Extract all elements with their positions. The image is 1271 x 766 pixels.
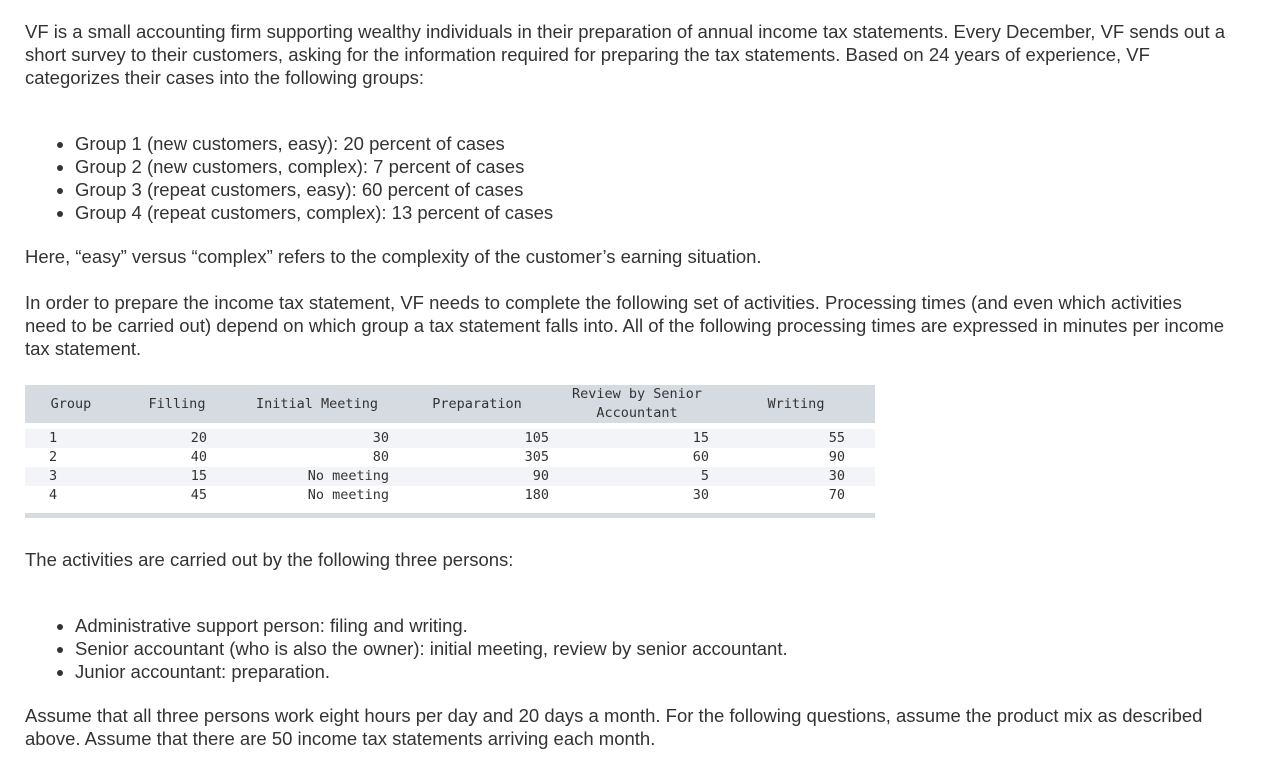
cell-group: 1 <box>49 430 58 446</box>
cell-initial-meeting: No meeting <box>307 487 389 503</box>
table-header-row <box>25 385 875 423</box>
list-item: • Group 1 (new customers, easy): 20 percent of cases <box>75 132 1225 155</box>
cell-initial-meeting: 30 <box>372 430 389 446</box>
cell-review: 15 <box>692 430 709 446</box>
assumptions-paragraph: Assume that all three persons work eight hours per day and 20 days a month. For the following questions, assume the product mix as described above. Assume that there are 50 income tax statements arriving each month. <box>25 705 1203 749</box>
processing-times-table-wrapper <box>25 385 875 518</box>
table-row <box>25 486 875 505</box>
cell-group: 2 <box>49 449 58 465</box>
header-group: Group <box>50 395 92 412</box>
header-review: Review by Senior Accountant <box>571 386 703 421</box>
persons-list <box>25 614 1225 683</box>
cell-writing: 30 <box>828 468 845 484</box>
cell-writing: 55 <box>828 430 845 446</box>
header-initial-meeting: Initial Meeting <box>256 395 378 412</box>
easy-complex-note: Here, “easy” versus “complex” refers to the complexity of the customer’s earning situation. <box>25 246 762 267</box>
cell-group: 4 <box>49 487 58 503</box>
cell-filling: 45 <box>190 487 207 503</box>
problem-text <box>25 20 1225 750</box>
header-writing: Writing <box>767 395 825 412</box>
cell-review: 30 <box>692 487 709 503</box>
table-row <box>25 448 875 467</box>
cell-filling: 40 <box>190 449 207 465</box>
cell-review: 60 <box>692 449 709 465</box>
cell-initial-meeting: No meeting <box>307 468 389 484</box>
cell-writing: 90 <box>828 449 845 465</box>
list-item: • Group 3 (repeat customers, easy): 60 percent of cases <box>75 178 1225 201</box>
header-preparation: Preparation <box>432 395 522 412</box>
activities-paragraph: In order to prepare the income tax statement, VF needs to complete the following set of activities. Processing times (and even which activities need to be carried out) depend on which group a tax statement falls into. All of the following processing times are expressed in minutes per income tax statement. <box>25 292 1225 359</box>
processing-times-table <box>25 385 875 505</box>
cell-filling: 20 <box>190 430 207 446</box>
cell-filling: 15 <box>190 468 207 484</box>
intro-paragraph: VF is a small accounting firm supporting wealthy individuals in their preparation of annual income tax statements. Every December, VF sends out a short survey to their customers, asking for the information required for preparing the tax statements. Based on 24 years of experience, VF categorizes their cases into the following groups: <box>25 21 1226 88</box>
cell-review: 5 <box>700 468 709 484</box>
list-item: • Group 4 (repeat customers, complex): 13 percent of cases <box>75 201 1225 224</box>
list-item: • Administrative support person: filing and writing. <box>75 614 1225 637</box>
cell-preparation: 305 <box>524 449 549 465</box>
groups-list <box>25 132 1225 224</box>
persons-intro-paragraph: The activities are carried out by the following three persons: <box>25 549 514 570</box>
cell-preparation: 105 <box>524 430 549 446</box>
list-item: • Group 2 (new customers, complex): 7 percent of cases <box>75 155 1225 178</box>
header-filling: Filling <box>148 395 206 412</box>
cell-preparation: 90 <box>532 468 549 484</box>
list-item: • Junior accountant: preparation. <box>75 660 1225 683</box>
table-row <box>25 467 875 486</box>
cell-initial-meeting: 80 <box>372 449 389 465</box>
cell-writing: 70 <box>828 487 845 503</box>
cell-group: 3 <box>49 468 58 484</box>
list-item: • Senior accountant (who is also the owner): initial meeting, review by senior accountant. <box>75 637 1225 660</box>
table-row <box>25 429 875 448</box>
cell-preparation: 180 <box>524 487 549 503</box>
